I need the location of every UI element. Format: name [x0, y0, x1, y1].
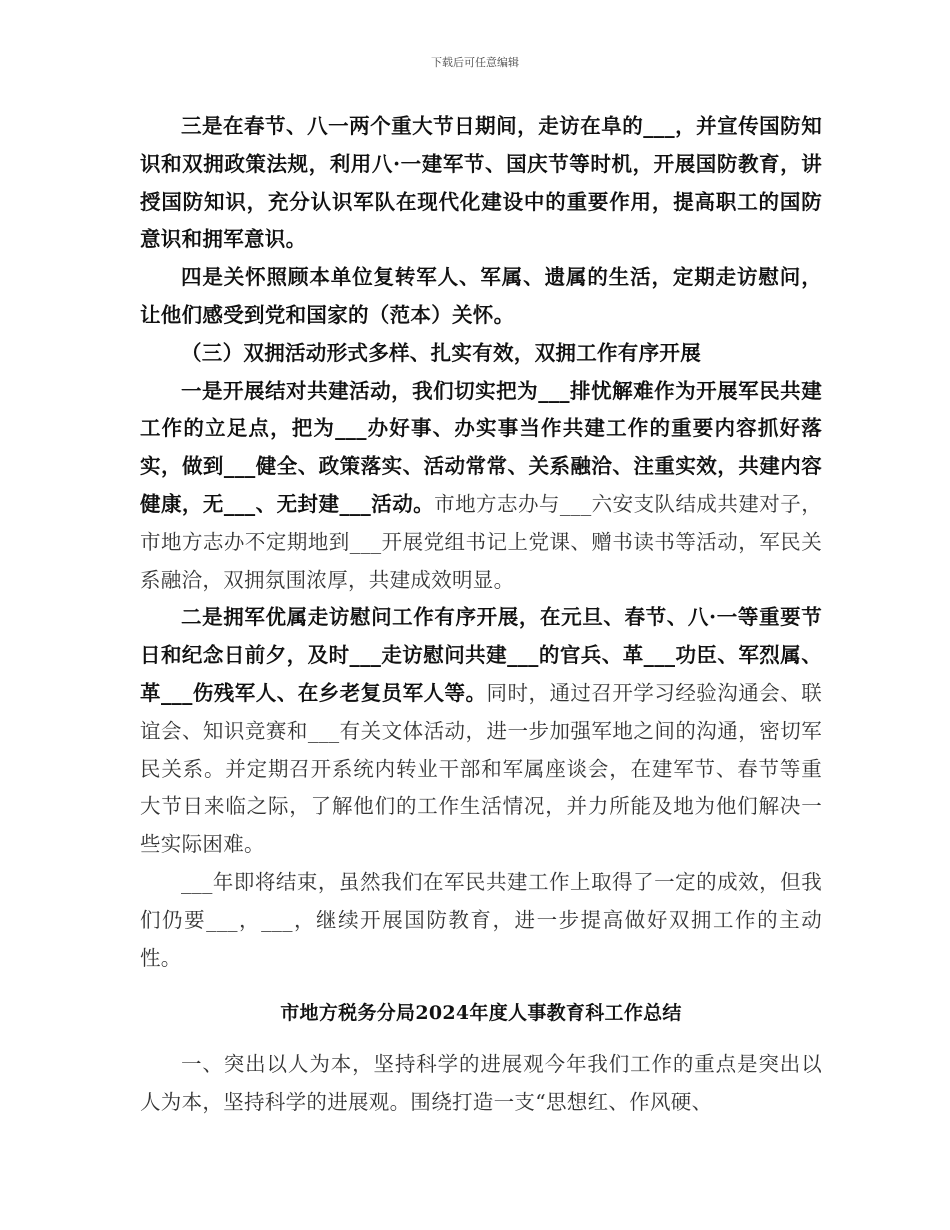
paragraph-6: ___年即将结束，虽然我们在军民共建工作上取得了一定的成效，但我们仍要___，___，继续开展国防教育，进一步提高做好双拥工作的主动性。: [140, 869, 822, 970]
document-body: [140, 108, 822, 1122]
document-title: 市地方税务分局2024年度人事教育科工作总结: [280, 1002, 682, 1025]
page-header: 下载后可任意编辑: [431, 56, 519, 69]
paragraph-4-normal: 市地方志办与___六安支队结成共建对子，市地方志办不定期地到___开展党组书记上党课、赠书读书等活动，军民关系融洽，双拥氛围浓厚，共建成效明显。: [140, 491, 823, 592]
paragraph-5: [140, 599, 822, 864]
paragraph-7: 一、突出以人为本，坚持科学的进展观今年我们工作的重点是突出以人为本，坚持科学的进展观。围绕打造一支“思想红、作风硬、: [140, 1052, 822, 1115]
section-heading: （三）双拥活动形式多样、扎实有效，双拥工作有序开展: [181, 340, 701, 365]
paragraph-5-normal: 同时，通过召开学习经验沟通会、联谊会、知识竞赛和___有关文体活动，进一步加强军地之间的沟通，密切军民关系。并定期召开系统内转业干部和军属座谈会，在建军节、春节等重大节日来临之际，了解他们的工作生活情况，并力所能及地为他们解决一些实际困难。: [140, 680, 822, 857]
paragraph-5-bold: 二是拥军优属走访慰问工作有序开展，在元旦、春节、八·一等重要节日和纪念日前夕，及时___走访慰问共建___的官兵、革___功臣、军烈属、革___伤残军人、在乡老复员军人等。: [140, 605, 822, 705]
paragraph-2: 四是关怀照顾本单位复转军人、军属、遗属的生活，定期走访慰问，让他们感受到党和国家的（范本）关怀。: [140, 265, 822, 327]
paragraph-4: [140, 373, 822, 600]
paragraph-4-bold: 一是开展结对共建活动，我们切实把为___排忧解难作为开展军民共建工作的立足点，把为___办好事、办实事当作共建工作的重要内容抓好落实，做到___健全、政策落实、活动常常、关系融洽、注重实效，共建内容健康，无___、无封建___活动。: [140, 378, 822, 516]
paragraph-1: 三是在春节、八一两个重大节日期间，走访在阜的___，并宣传国防知识和双拥政策法规，利用八·一建军节、国庆节等时机，开展国防教育，讲授国防知识，充分认识军队在现代化建设中的重要作用，提高职工的国防意识和拥军意识。: [140, 114, 822, 252]
